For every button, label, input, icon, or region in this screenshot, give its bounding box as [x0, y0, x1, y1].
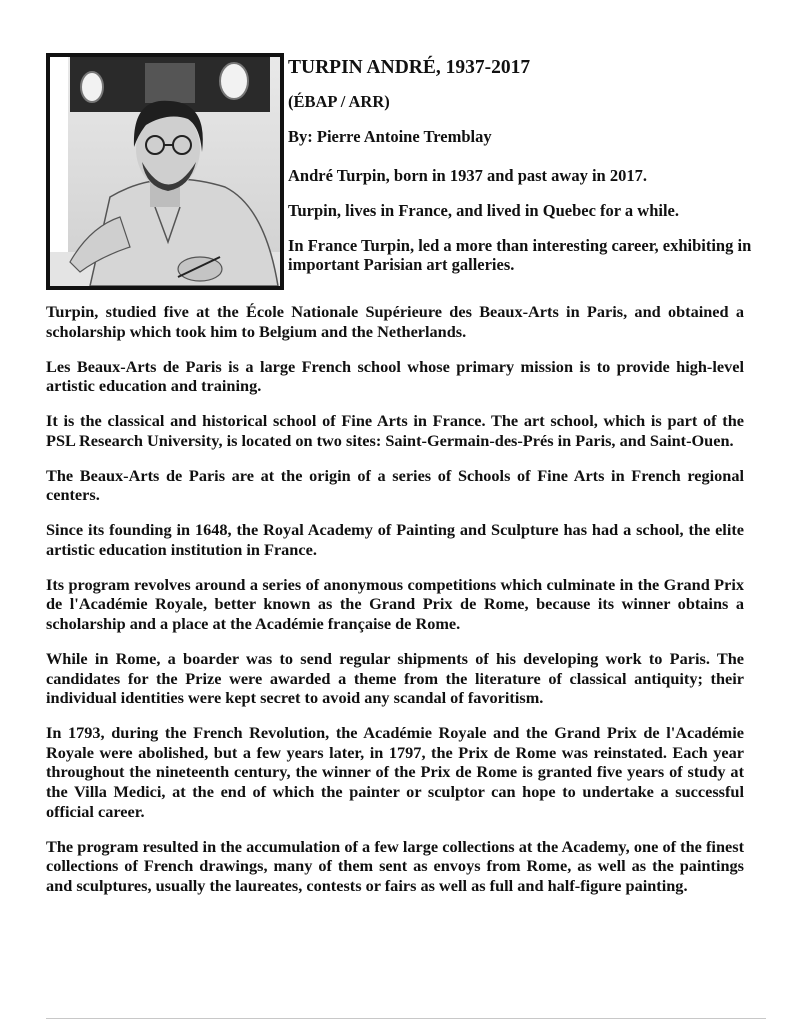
body-paragraph: Its program revolves around a series of anonymous competitions which culminate in the Grand Prix de l'Académie Royale, better known as the Grand Prix de Rome, because its winner obtains a scholarship and a place at the Académie française de Rome.: [46, 574, 744, 634]
document-title: TURPIN ANDRÉ, 1937-2017: [288, 57, 531, 78]
body-paragraph: Since its founding in 1648, the Royal Academy of Painting and Sculpture has had a school, the elite artistic education institution in France.: [46, 520, 744, 559]
body-paragraph: Les Beaux-Arts de Paris is a large French school whose primary mission is to provide high-level artistic education and training.: [46, 356, 744, 396]
page-bottom-rule: [46, 1018, 766, 1019]
body-paragraph: While in Rome, a boarder was to send regular shipments of his developing work to Paris. The candidates for the Prize were awarded a theme from the literature of classical antiquity; their individual identities were kept secret to avoid any scandal of favoritism.: [46, 649, 744, 708]
body-paragraph: The program resulted in the accumulation of a few large collections at the Academy, one of the finest collections of French drawings, many of them sent as envoys from Rome, as well as the paintings and sculptures, usually the laureates, contests or fairs as well as full and half-figure painting.: [46, 836, 744, 895]
header-line: Turpin, lives in France, and lived in Quebec for a while.: [288, 201, 679, 220]
header-line: André Turpin, born in 1937 and past away in 2017.: [288, 166, 647, 185]
body-paragraph: It is the classical and historical school of Fine Arts in France. The art school, which is part of the PSL Research University, is located on two sites: Saint-Germain-des-Prés in Paris, and Saint-Ouen.: [46, 411, 744, 450]
author-byline: By: Pierre Antoine Tremblay: [288, 127, 492, 146]
header-line: In France Turpin, led a more than interesting career, exhibiting in important Parisian art galleries.: [288, 236, 752, 274]
body-paragraph: In 1793, during the French Revolution, the Académie Royale and the Grand Prix de l'Académie Royale were abolished, but a few years later, in 1797, the Prix de Rome was reinstated. Each year throughout the nineteenth century, the winner of the Prix de Rome is granted five years of study at the Villa Medici, at the end of which the painter or sculptor can hope to undertake a successful official career.: [46, 723, 744, 821]
body-paragraph: Turpin, studied five at the École Nationale Supérieure des Beaux-Arts in Paris, and obtained a scholarship which took him to Belgium and the Netherlands.: [46, 302, 744, 341]
body-paragraph: The Beaux-Arts de Paris are at the origin of a series of Schools of Fine Arts in French regional centers.: [46, 465, 744, 505]
portrait-photo: [46, 53, 284, 290]
article-body: [46, 302, 744, 911]
header-block: [288, 55, 758, 274]
affiliation: (ÉBAP / ARR): [288, 92, 390, 111]
portrait-illustration: [50, 57, 280, 286]
